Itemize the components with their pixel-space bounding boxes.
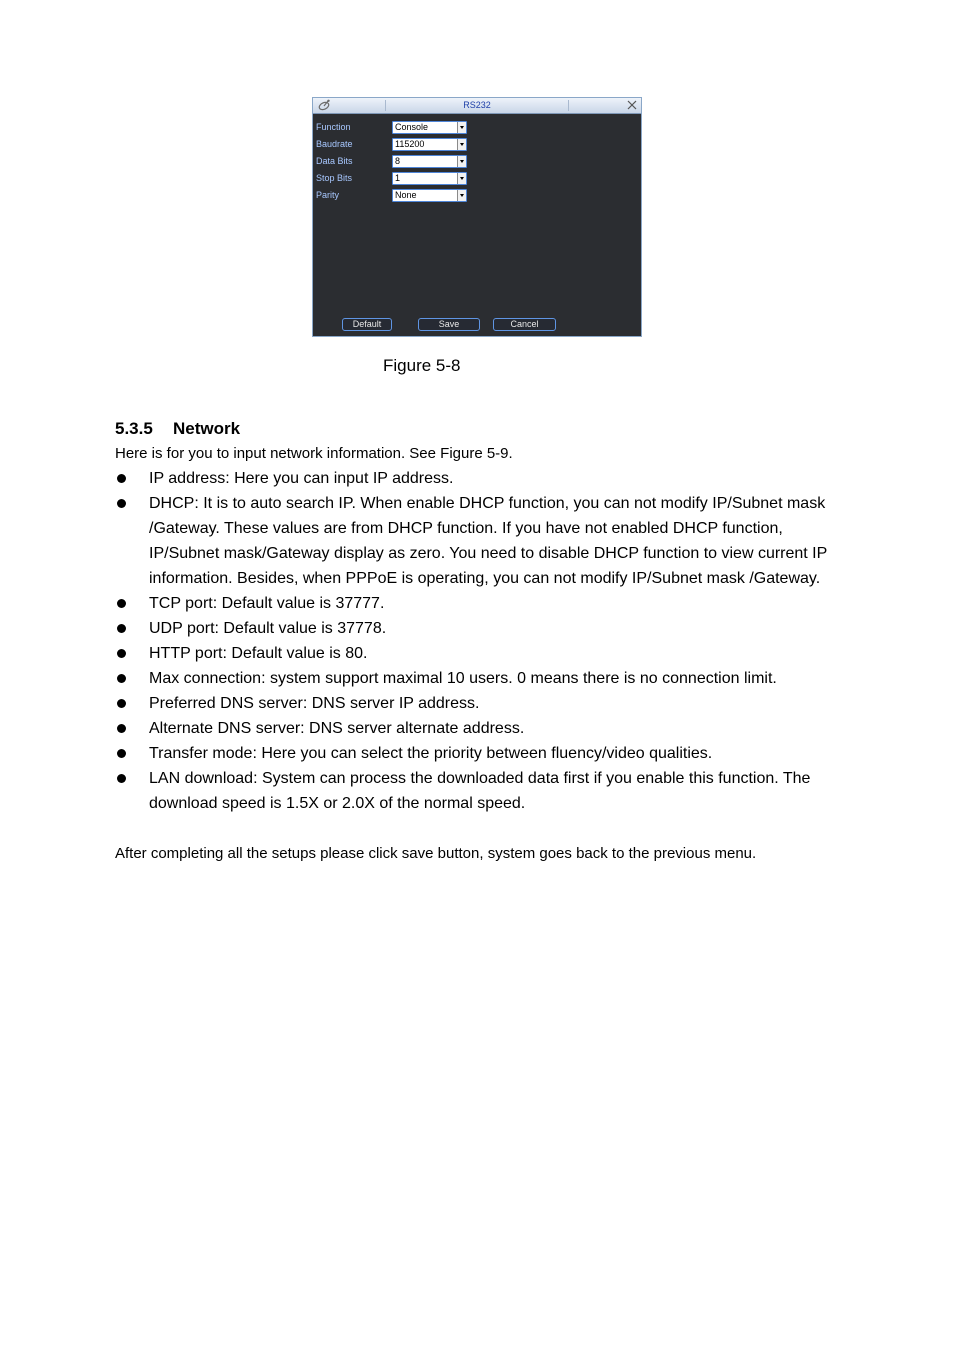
list-item-text: IP address: Here you can input IP address. xyxy=(149,470,454,487)
list-item xyxy=(115,741,855,766)
dropdown-arrow-icon[interactable] xyxy=(457,122,466,133)
stop-bits-select[interactable] xyxy=(392,172,467,185)
list-item-text: UDP port: Default value is 37778. xyxy=(149,620,387,637)
dropdown-arrow-icon[interactable] xyxy=(457,190,466,201)
close-icon[interactable] xyxy=(626,99,638,111)
bullet-icon xyxy=(117,599,126,608)
list-item xyxy=(115,641,855,666)
list-item-text: Alternate DNS server: DNS server alternate address. xyxy=(149,720,525,737)
stop-bits-value: 1 xyxy=(395,173,401,183)
bullet-icon xyxy=(117,499,126,508)
function-select[interactable] xyxy=(392,121,467,134)
stop-bits-label: Stop Bits xyxy=(316,173,353,183)
bullet-icon xyxy=(117,699,126,708)
bullet-icon xyxy=(117,674,126,683)
section-title: Network xyxy=(173,419,241,438)
list-item xyxy=(115,491,855,591)
baudrate-value: 115200 xyxy=(395,139,425,149)
closing-paragraph: After completing all the setups please click save button, system goes back to the previous menu. xyxy=(115,845,757,862)
bullet-icon xyxy=(117,649,126,658)
intro-paragraph: Here is for you to input network information. See Figure 5-9. xyxy=(115,445,513,462)
dropdown-arrow-icon[interactable] xyxy=(457,173,466,184)
bullet-icon xyxy=(117,749,126,758)
save-button[interactable]: Save xyxy=(418,318,480,331)
function-value: Console xyxy=(395,122,429,132)
list-item-text: Transfer mode: Here you can select the priority between fluency/video qualities. xyxy=(149,745,713,762)
bullet-list xyxy=(115,466,855,816)
list-item xyxy=(115,591,855,616)
list-item-text: Max connection: system support maximal 10 users. 0 means there is no connection limit. xyxy=(149,670,777,687)
title-separator xyxy=(568,100,569,111)
section-heading xyxy=(115,419,240,439)
parity-label: Parity xyxy=(316,190,340,200)
bullet-icon xyxy=(117,774,126,783)
parity-value: None xyxy=(395,190,417,200)
data-bits-label: Data Bits xyxy=(316,156,353,166)
baudrate-label: Baudrate xyxy=(316,139,353,149)
bullet-icon xyxy=(117,724,126,733)
default-button[interactable]: Default xyxy=(342,318,392,331)
dialog-title-bar xyxy=(313,98,641,114)
bullet-icon xyxy=(117,474,126,483)
list-item xyxy=(115,691,855,716)
data-bits-value: 8 xyxy=(395,156,401,166)
list-item-text: HTTP port: Default value is 80. xyxy=(149,645,368,662)
baudrate-select[interactable] xyxy=(392,138,467,151)
function-label: Function xyxy=(316,122,351,132)
dialog-title: RS232 xyxy=(463,100,491,110)
list-item-text: TCP port: Default value is 37777. xyxy=(149,595,385,612)
dropdown-arrow-icon[interactable] xyxy=(457,139,466,150)
data-bits-select[interactable] xyxy=(392,155,467,168)
bullet-icon xyxy=(117,624,126,633)
cancel-button[interactable]: Cancel xyxy=(493,318,556,331)
list-item xyxy=(115,766,855,816)
list-item-text: Preferred DNS server: DNS server IP address. xyxy=(149,695,480,712)
list-item xyxy=(115,616,855,641)
rs232-dialog xyxy=(312,97,642,337)
parity-select[interactable] xyxy=(392,189,467,202)
list-item-text: LAN download: System can process the downloaded data first if you enable this function. The download speed is 1.5X or 2.0X of the normal speed. xyxy=(149,770,811,812)
figure-caption: Figure 5-8 xyxy=(383,356,461,375)
dropdown-arrow-icon[interactable] xyxy=(457,156,466,167)
list-item xyxy=(115,466,855,491)
section-number: 5.3.5 xyxy=(115,419,153,438)
list-item xyxy=(115,716,855,741)
list-item-text: DHCP: It is to auto search IP. When enable DHCP function, you can not modify IP/Subnet mask /Gateway. These values are from DHCP function. If you have not enabled DHCP function, IP/Subnet mask/Gateway display as zero. You need to disable DHCP function to view current IP information. Besides, when PPPoE is operating, you can not modify IP/Subnet mask /Gateway. xyxy=(149,495,828,587)
list-item xyxy=(115,666,855,691)
